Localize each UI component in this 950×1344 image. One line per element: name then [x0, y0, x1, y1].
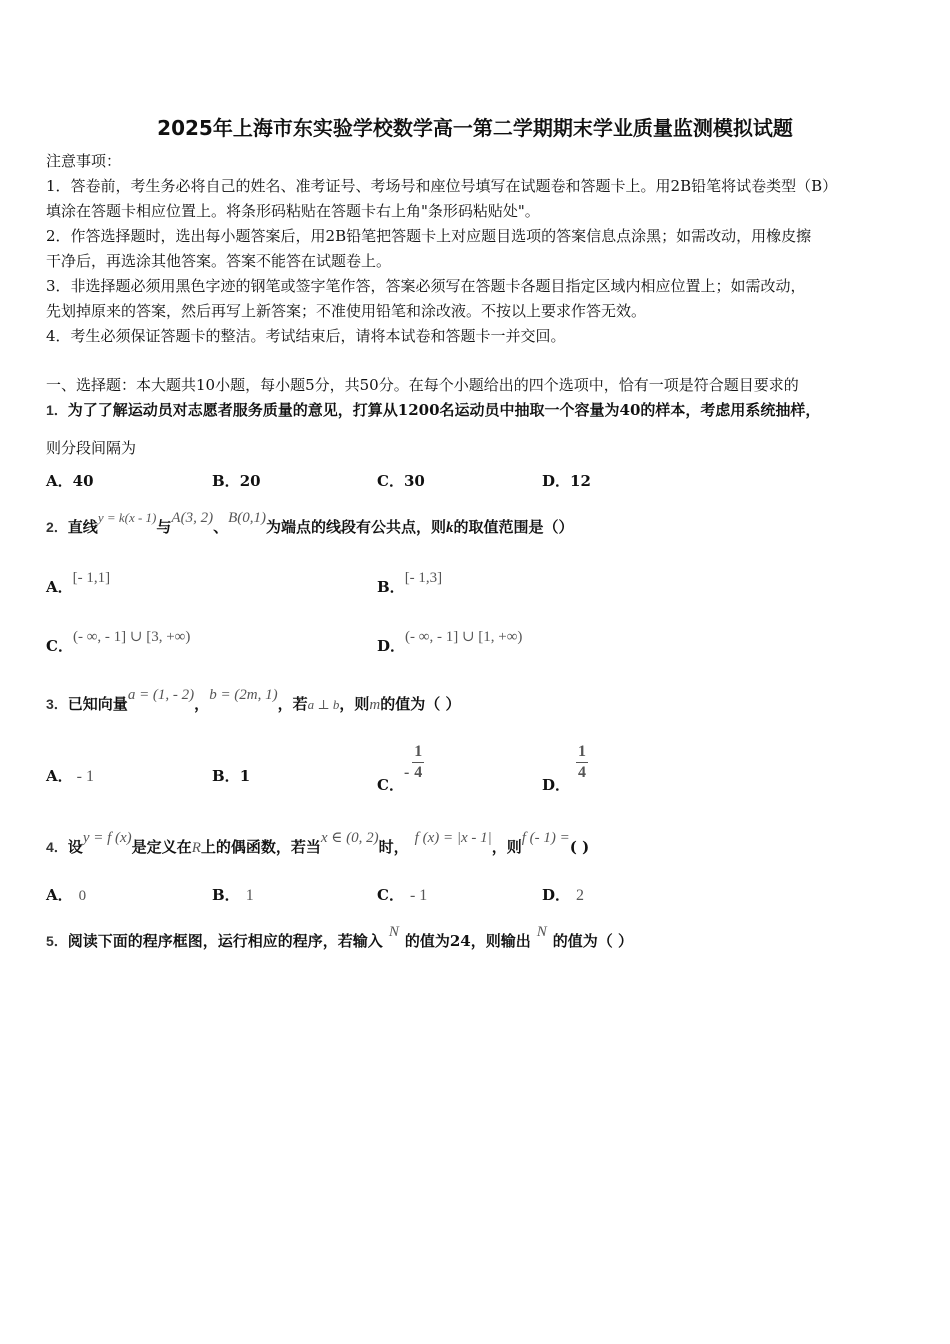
notice-line: 填涂在答题卡相应位置上。将条形码粘贴在答题卡右上角"条形码粘贴处"。 [46, 202, 540, 220]
q3-option-a [46, 765, 94, 788]
q2-option-a [46, 570, 111, 599]
question-text: ，则 [491, 838, 522, 856]
option-label: C． [377, 886, 404, 904]
option-label: D． [542, 775, 571, 794]
question-text: 的取值范围是（） [453, 518, 574, 536]
math-expression: x ∈ (0, 2) [320, 830, 379, 846]
question-1 [46, 399, 820, 421]
question-text: ， [194, 695, 210, 713]
q4-option-a [46, 884, 86, 907]
option-value: 2 [576, 887, 585, 904]
math-expression: b = (2m, 1) [209, 687, 278, 703]
q1-option-a [46, 470, 94, 492]
math-expression: N [536, 924, 547, 940]
option-label: C． [377, 775, 404, 794]
question-text: 与 [156, 518, 172, 536]
question-1-cont: 则分段间隔为 [46, 439, 137, 457]
option-label: A． [46, 472, 73, 490]
denominator: 4 [414, 764, 423, 781]
denominator: 4 [578, 764, 587, 781]
question-4 [46, 830, 590, 859]
math-expression: N [388, 924, 399, 940]
question-text: 时， [378, 838, 409, 856]
option-label: C． [46, 637, 73, 655]
option-label: B． [212, 472, 240, 490]
question-text: ，若 [277, 695, 308, 713]
fraction [412, 742, 424, 783]
option-value: [- 1,3] [404, 570, 443, 586]
option-value: (- ∞, - 1] ∪ [3, +∞) [72, 629, 191, 645]
math-expression: A(3, 2) [171, 510, 214, 526]
option-label: B． [212, 767, 240, 785]
notice-line: 1．答卷前，考生务必将自己的姓名、准考证号、考场号和座位号填写在试题卷和答题卡上。用2B铅笔将试卷类型（B） [46, 177, 838, 195]
q4-option-d [542, 884, 584, 907]
question-text: 的值为24，则输出 [404, 932, 531, 950]
option-value: 12 [570, 472, 591, 490]
question-text: ，则 [339, 695, 370, 713]
notice-line: 3．非选择题必须用黑色字迹的钢笔或签字笔作答，答案必须写在答题卡各题目指定区域内相应位置上；如需改动， [46, 277, 806, 295]
q3-option-d [542, 742, 588, 794]
numerator: 1 [576, 742, 588, 763]
option-label: B． [377, 578, 405, 596]
option-value: 1 [239, 767, 251, 785]
notice-line: 4．考生必须保证答题卡的整洁。考试结束后，请将本试卷和答题卡一并交回。 [46, 327, 566, 345]
q2-option-d [377, 629, 523, 658]
option-label: A． [46, 767, 73, 785]
question-text: 、 [213, 518, 229, 536]
q1-option-d [542, 470, 591, 492]
q1-option-c [377, 470, 425, 492]
option-label: D． [542, 472, 571, 490]
question-2 [46, 510, 574, 539]
question-text: 为了了解运动员对志愿者服务质量的意见，打算从1200名运动员中抽取一个容量为40的样本，考虑用系统抽样， [67, 401, 821, 419]
math-expression: f (x) = |x - 1| [414, 830, 492, 846]
q4-option-c [377, 884, 427, 907]
notice-heading: 注意事项： [46, 152, 122, 170]
option-value: [- 1,1] [72, 570, 111, 586]
notice-line: 2．作答选择题时，选出每小题答案后，用2B铅笔把答题卡上对应题目选项的答案信息点涂黑；如需改动，用橡皮擦 [46, 227, 812, 245]
question-number: 2． [46, 519, 68, 535]
option-label: B． [212, 886, 240, 904]
option-label: D． [542, 886, 571, 904]
math-expression: a ⊥ b [307, 697, 340, 712]
math-expression: B(0,1) [228, 510, 266, 526]
option-label: A． [46, 578, 73, 596]
math-expression: R [191, 840, 201, 856]
option-value: (- ∞, - 1] ∪ [1, +∞) [405, 629, 523, 645]
q3-option-b [212, 765, 250, 787]
page-title: 2025年上海市东实验学校数学高一第二学期期末学业质量监测模拟试题 [157, 116, 793, 140]
question-text: 直线 [67, 518, 98, 536]
option-value: - 1 [76, 768, 94, 785]
math-expression: y = f (x) [82, 830, 132, 846]
option-value: 0 [78, 888, 87, 904]
question-text: 已知向量 [67, 695, 128, 713]
option-label: D． [377, 637, 406, 655]
section-heading: 一、选择题：本大题共10小题，每小题5分，共50分。在每个小题给出的四个选项中，恰有一项是符合题目要求的 [46, 376, 799, 394]
math-expression: f (- 1) = [521, 830, 570, 846]
math-expression: y = k(x - 1) [97, 510, 157, 525]
question-text: 阅读下面的程序框图，运行相应的程序，若输入 [67, 932, 383, 950]
notice-line: 干净后，再选涂其他答案。答案不能答在试题卷上。 [46, 252, 392, 270]
question-text: 为端点的线段有公共点，则 [265, 518, 446, 536]
question-text: 的值为（ ） [552, 932, 633, 950]
option-value: - 1 [409, 887, 428, 904]
fraction [576, 742, 588, 783]
math-expression: m [369, 697, 381, 713]
q2-option-c [46, 629, 191, 658]
question-number: 5． [46, 933, 68, 949]
question-text: 的值为（ ） [380, 695, 461, 713]
question-3 [46, 687, 461, 716]
q1-option-b [212, 470, 261, 492]
question-text: ( ) [569, 838, 590, 856]
math-expression: k [446, 520, 454, 536]
numerator: 1 [412, 742, 424, 763]
option-value: 40 [72, 472, 94, 490]
notice-line: 先划掉原来的答案，然后再写上新答案；不准使用铅笔和涂改液。不按以上要求作答无效。 [46, 302, 647, 320]
question-number: 1． [46, 402, 68, 418]
question-text: 是定义在 [131, 838, 192, 856]
q3-option-c [377, 742, 424, 794]
option-value: 1 [245, 887, 254, 904]
question-5 [46, 924, 633, 953]
question-number: 3． [46, 696, 68, 712]
question-text: 上的偶函数，若当 [200, 838, 321, 856]
minus-sign: - [403, 763, 410, 781]
option-label: C． [377, 472, 404, 490]
question-text: 设 [67, 838, 83, 856]
q4-option-b [212, 884, 254, 907]
option-value: 30 [403, 472, 425, 490]
q2-option-b [377, 570, 443, 599]
math-expression: a = (1, - 2) [127, 687, 195, 703]
option-label: A． [46, 886, 73, 904]
option-value: 20 [239, 472, 261, 490]
question-number: 4． [46, 839, 68, 855]
